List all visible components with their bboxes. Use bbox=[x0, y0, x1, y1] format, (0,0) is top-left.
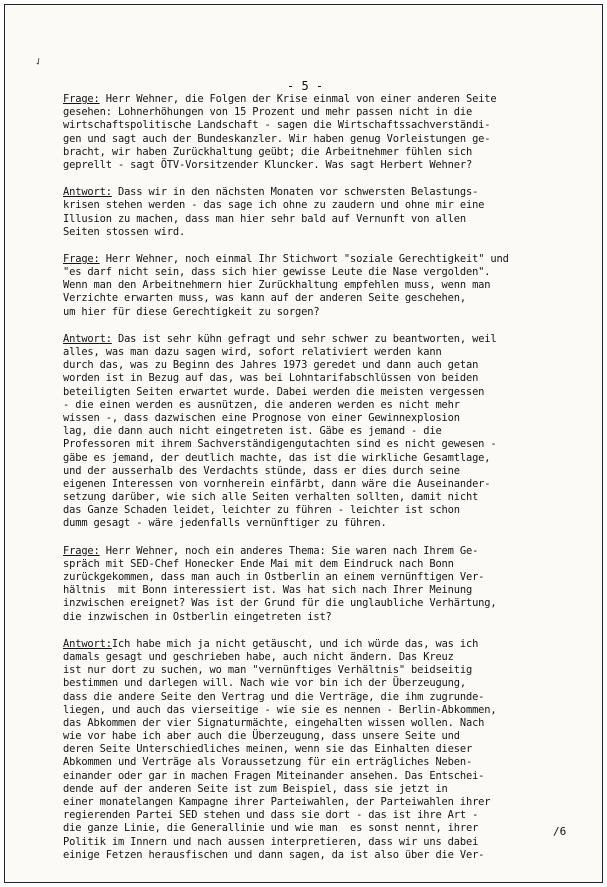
transcript-line bbox=[63, 186, 599, 199]
transcript-line: durch das, was zu Beginn des Jahres 1973 geredet und dann auch getan bbox=[63, 359, 479, 372]
transcript-line: beteiligten Seiten erwartet wurde. Dabei werden die meisten vergessen bbox=[63, 385, 485, 398]
transcript-line: Verzichte erwarten muss, was kann auf der anderen Seite geschehen, bbox=[63, 292, 466, 305]
transcript-line: gesehen: Lohnerhöhungen von 15 Prozent und mehr passen nicht in die bbox=[63, 106, 473, 119]
transcript-line: hältnis mit Bonn interessiert ist. Was hat sich nach Ihrer Meinung bbox=[63, 584, 473, 597]
next-page-marker: /6 bbox=[553, 825, 567, 838]
transcript-line: das Abkommen der vier Signaturmächte, eingehalten wissen wollen. Nach bbox=[63, 716, 485, 729]
transcript-line: die ganze Linie, die Generallinie und wie man es sonst nennt, ihrer bbox=[63, 822, 479, 835]
speaker-label: Antwort: bbox=[63, 186, 112, 199]
question-block bbox=[63, 253, 599, 319]
transcript-line: Abkommen und Verträge als Voraussetzung für ein erträgliches Neben- bbox=[63, 756, 473, 769]
transcript-line: dende auf der anderen Seite ist zum Beispiel, dass sie jetzt in bbox=[63, 782, 448, 795]
line-text: Herr Wehner, die Folgen der Krise einmal von einer anderen Seite bbox=[99, 93, 497, 105]
transcript-line: alles, was man dazu sagen wird, sofort relativiert werden kann bbox=[63, 346, 442, 358]
transcript-line: setzung darüber, wie sich alle Seiten verhalten sollten, damit nicht bbox=[63, 491, 479, 504]
transcript-line: bracht, wir haben Zurückhaltung geübt; die Arbeitnehmer fühlen sich bbox=[63, 145, 473, 158]
transcript-line: einer monatelangen Kampagne ihrer Parteiwahlen, der Parteiwahlen ihrer bbox=[63, 796, 491, 808]
line-text: Das ist sehr kühn gefragt und sehr schwer zu beantworten, weil bbox=[111, 332, 497, 345]
speaker-label: Antwort: bbox=[63, 332, 112, 345]
line-text: Dass wir in den nächsten Monaten vor schwersten Belastungs- bbox=[111, 186, 479, 199]
transcript-line: spräch mit SED-Chef Honecker Ende Mai mit dem Eindruck nach Bonn bbox=[63, 557, 454, 570]
transcript-line: das Ganze Schaden leidet, leichter zu führen - leichter ist schon bbox=[63, 504, 460, 517]
transcript-line: dumm gesagt - wäre jedenfalls vernünftiger zu führen. bbox=[63, 517, 387, 530]
transcript-line bbox=[63, 93, 599, 106]
page-number: - 5 - bbox=[287, 79, 324, 93]
transcript-line: worden ist in Bezug auf das, was bei Lohntarifabschlüssen von beiden bbox=[63, 372, 479, 385]
speaker-label: Frage: bbox=[63, 544, 100, 557]
transcript-line: um hier für diese Gerechtigkeit zu sorgen? bbox=[63, 305, 320, 318]
corner-check-mark: ✓ bbox=[32, 54, 45, 69]
transcript-line: regierenden Partei SED stehen und dass sie dort - das ist ihre Art - bbox=[63, 809, 479, 822]
line-text: Herr Wehner, noch ein anderes Thema: Sie waren nach Ihrem Ge- bbox=[99, 544, 479, 557]
transcript-line: geprellt - sagt ÖTV-Vorsitzender Kluncker. Was sagt Herbert Wehner? bbox=[63, 158, 473, 171]
transcript-line: deren Seite Unterschiedliches meinen, wenn sie das Einhalten dieser bbox=[63, 743, 473, 756]
transcript-line: Wenn man den Arbeitnehmern hier Zurückhaltung empfehlen muss, wenn man bbox=[63, 279, 491, 292]
transcript-line: wissen -, dass dazwischen eine Prognose von einer Gewinnexplosion bbox=[63, 411, 460, 424]
transcript-line: wirtschaftspolitische Landschaft - sagen die Wirtschaftssachverständi- bbox=[63, 119, 491, 132]
transcript-line: inzwischen ereignet? Was ist der Grund für die unglaubliche Verhärtung, bbox=[63, 597, 497, 610]
transcript-line bbox=[63, 333, 599, 346]
question-block bbox=[63, 545, 599, 624]
speaker-label: Frage: bbox=[63, 252, 100, 265]
transcript-line: damals gesagt und geschrieben habe, auch nicht ändern. Das Kreuz bbox=[63, 650, 454, 663]
transcript-line: krisen stehen werden - das sage ich ohne zu zaudern und ohne mir eine bbox=[63, 199, 485, 212]
transcript-line: einige Fetzen herausfischen und dann sagen, da ist also über die Ver- bbox=[63, 848, 485, 861]
speaker-label: Antwort: bbox=[63, 637, 112, 650]
transcript-line: und der ausserhalb des Verdachts stünde, dass er dies durch seine bbox=[63, 464, 460, 477]
transcript-line bbox=[63, 545, 599, 558]
speaker-label: Frage: bbox=[63, 93, 100, 105]
answer-block bbox=[63, 333, 599, 531]
transcript-line: ist nur dort zu suchen, wo man "vernünftiges Verhältnis" beidseitig bbox=[63, 664, 473, 677]
transcript-line: eigenen Interessen von vornherein einfärbt, dann wäre die Auseinander- bbox=[63, 477, 491, 490]
transcript-line: lag, die dann auch nicht eingetreten ist. Gäbe es jemand - die bbox=[63, 425, 442, 438]
transcript-line bbox=[63, 253, 599, 266]
answer-block bbox=[63, 186, 599, 239]
transcript-line: liegen, und auch das vierseitige - wie sie es nennen - Berlin-Abkommen, bbox=[63, 703, 497, 716]
transcript-line: Professoren mit ihrem Sachverständigengutachten sind es nicht gewesen - bbox=[63, 438, 497, 451]
question-block bbox=[63, 93, 599, 172]
answer-block bbox=[63, 638, 599, 862]
transcript-line: gäbe es jemand, der deutlich machte, das ist die wirkliche Gesamtlage, bbox=[63, 451, 491, 464]
transcript-line: Seiten stossen wird. bbox=[63, 225, 186, 238]
transcript-line: Politik im Innern und nach aussen interpretieren, dass wir uns dabei bbox=[63, 835, 479, 848]
document-page bbox=[4, 4, 603, 883]
line-text: Herr Wehner, noch einmal Ihr Stichwort "soziale Gerechtigkeit" und bbox=[99, 252, 509, 265]
transcript-line: zurückgekommen, dass man auch in Ostberlin an einem vernünftigen Ver- bbox=[63, 571, 485, 583]
transcript-line: einander oder gar in machen Fragen Miteinander ansehen. Das Entschei- bbox=[63, 769, 485, 782]
transcript-line: - die einen werden es ausnützen, die anderen werden es nicht mehr bbox=[63, 398, 460, 411]
transcript-line: dass die andere Seite den Vertrag und die Verträge, die ihm zugrunde- bbox=[63, 690, 485, 703]
transcript-line: Illusion zu machen, dass man hier sehr bald auf Vernunft von allen bbox=[63, 212, 466, 225]
transcript-line: die inzwischen in Ostberlin eingetreten ist? bbox=[63, 610, 332, 623]
transcript-line: "es darf nicht sein, dass sich hier gewisse Leute die Nase vergolden". bbox=[63, 266, 491, 279]
line-text: Ich habe mich ja nicht getäuscht, und ich würde das, was ich bbox=[111, 637, 479, 650]
transcript-line: gen und sagt auch der Bundeskanzler. Wir haben genug Vorleistungen ge- bbox=[63, 132, 491, 145]
transcript-line bbox=[63, 638, 599, 651]
interview-transcript bbox=[63, 93, 599, 876]
transcript-line: wie vor habe ich aber auch die Überzeugung, dass unsere Seite und bbox=[63, 730, 460, 743]
transcript-line: bestimmen und darlegen will. Nach wie vor bin ich der Überzeugung, bbox=[63, 677, 466, 690]
